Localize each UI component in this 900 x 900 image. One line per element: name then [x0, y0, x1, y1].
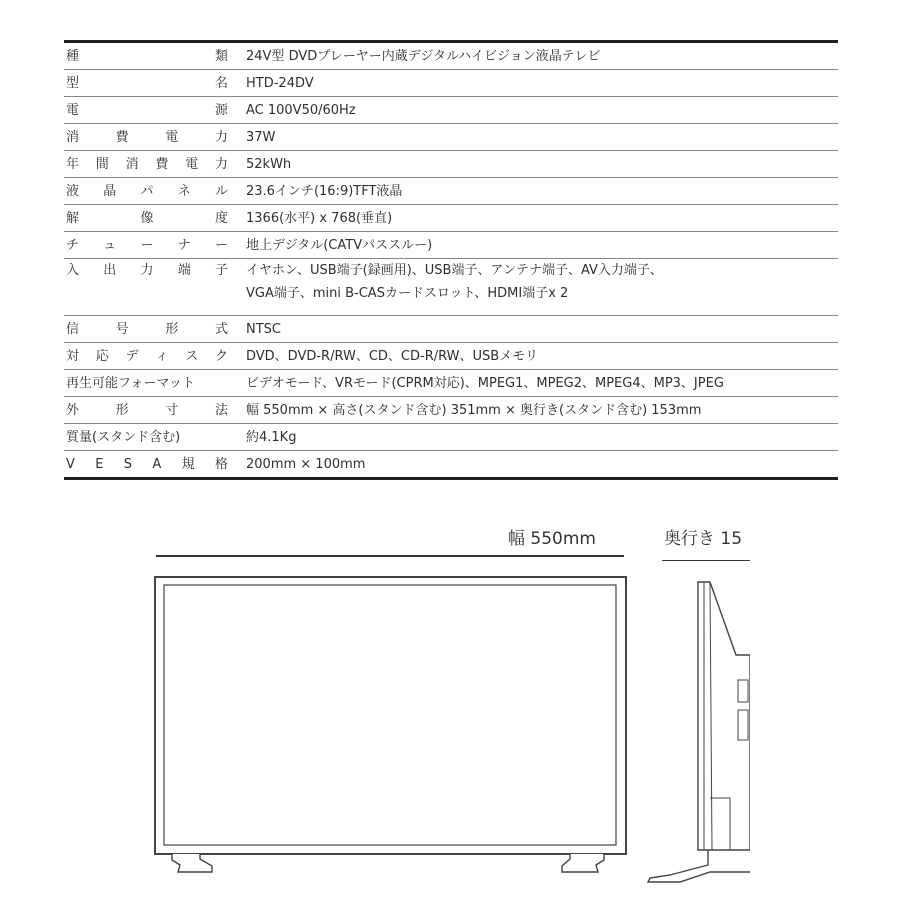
tv-side-panel — [698, 582, 750, 850]
spec-label: 液 晶 パ ネ ル — [64, 178, 236, 205]
spec-label: 入 出 力 端 子 — [64, 259, 236, 316]
spec-table — [64, 40, 838, 480]
tv-side-view-drawing — [640, 560, 750, 890]
tv-bezel-outer — [155, 577, 626, 854]
spec-label: 年 間 消 費 電 力 — [64, 151, 236, 178]
spec-value: ビデオモード、VRモード(CPRM対応)、MPEG1、MPEG2、MPEG4、MP3、JPEG — [236, 370, 838, 397]
spec-label: 消 費 電 力 — [64, 124, 236, 151]
spec-row — [64, 232, 838, 259]
spec-value: イヤホン、USB端子(録画用)、USB端子、アンテナ端子、AV入力端子、 VGA端子、mini B-CASカードスロット、HDMI端子x 2 — [236, 259, 838, 316]
spec-value: 約4.1Kg — [236, 424, 838, 451]
spec-value: NTSC — [236, 316, 838, 343]
spec-value: 52kWh — [236, 151, 838, 178]
spec-row — [64, 42, 838, 70]
tv-stand-right — [562, 854, 604, 872]
depth-dimension-label: 奥行き 15 — [664, 529, 743, 549]
spec-value: 幅 550mm × 高さ(スタンド含む) 351mm × 奥行き(スタンド含む) 153mm — [236, 397, 838, 424]
spec-row — [64, 124, 838, 151]
spec-value: DVD、DVD-R/RW、CD、CD-R/RW、USBメモリ — [236, 343, 838, 370]
spec-label: 外 形 寸 法 — [64, 397, 236, 424]
spec-label: 再生可能フォーマット — [64, 370, 236, 397]
tv-screen — [164, 585, 616, 845]
spec-value: 37W — [236, 124, 838, 151]
spec-label: チ ュ ー ナ ー — [64, 232, 236, 259]
spec-label: 電 源 — [64, 97, 236, 124]
spec-row — [64, 370, 838, 397]
spec-label: 質量(スタンド含む) — [64, 424, 236, 451]
spec-value: 24V型 DVDプレーヤー内蔵デジタルハイビジョン液晶テレビ — [236, 42, 838, 70]
spec-value: HTD-24DV — [236, 70, 838, 97]
spec-row — [64, 343, 838, 370]
spec-label: 解 像 度 — [64, 205, 236, 232]
spec-value: 地上デジタル(CATVパススルー) — [236, 232, 838, 259]
spec-value: 23.6インチ(16:9)TFT液晶 — [236, 178, 838, 205]
spec-label: V E S A 規 格 — [66, 456, 228, 472]
spec-label: 対 応 デ ィ ス ク — [64, 343, 236, 370]
spec-row — [64, 397, 838, 424]
spec-row — [64, 97, 838, 124]
spec-row — [64, 451, 838, 479]
spec-row — [64, 205, 838, 232]
spec-row — [64, 178, 838, 205]
spec-row — [64, 316, 838, 343]
spec-row — [64, 424, 838, 451]
spec-row — [64, 259, 838, 316]
width-dimension-label: 幅 550mm — [508, 529, 596, 549]
spec-label: 種 類 — [64, 42, 236, 70]
tv-stand-left — [172, 854, 212, 872]
tv-front-view-drawing — [150, 550, 630, 890]
spec-label: 型 名 — [64, 70, 236, 97]
spec-value: 1366(水平) x 768(垂直) — [236, 205, 838, 232]
spec-row — [64, 151, 838, 178]
spec-value: 200mm × 100mm — [246, 456, 366, 472]
spec-label: 信 号 形 式 — [64, 316, 236, 343]
spec-value: AC 100V50/60Hz — [236, 97, 838, 124]
tv-side-stand — [648, 850, 750, 882]
spec-row — [64, 70, 838, 97]
